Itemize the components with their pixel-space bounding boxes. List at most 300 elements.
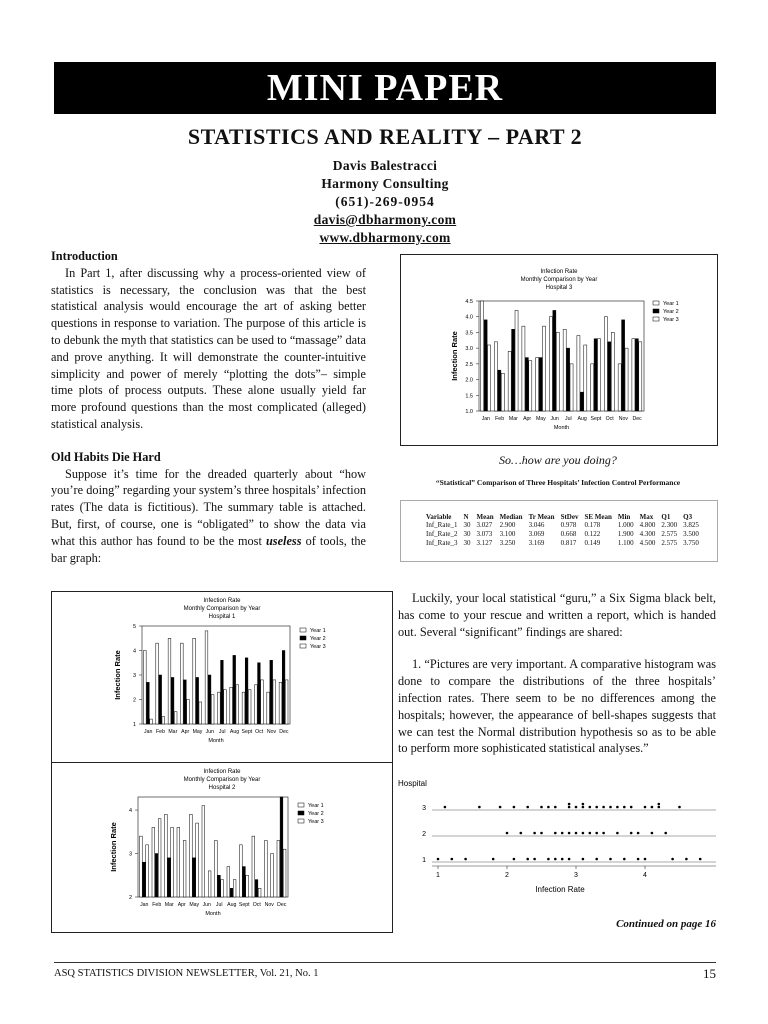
legend-label: Year 1 [308, 803, 324, 809]
chart-hospital-3 [400, 254, 718, 446]
dotplot-point [451, 858, 454, 861]
table-header-cell: SE Mean [584, 513, 612, 521]
bar [193, 858, 196, 897]
bar [522, 326, 525, 411]
x-tick-label: Dec [279, 729, 289, 735]
y-tick-label: 1.0 [465, 409, 473, 415]
dotplot-y-title: Hospital [398, 779, 427, 788]
bar [233, 655, 236, 724]
table-header-cell: Q1 [661, 513, 671, 521]
bar [285, 680, 288, 724]
dotplot-point [506, 832, 509, 835]
legend-label: Year 1 [310, 628, 326, 634]
dotplot-point [540, 832, 543, 835]
table-header-cell: Q3 [683, 513, 693, 521]
dotplot-point [464, 858, 467, 861]
dotplot-point [637, 832, 640, 835]
table-header-cell: Median [499, 513, 523, 521]
table-header-row [423, 513, 702, 521]
bar [218, 875, 221, 897]
legend-label: Year 3 [663, 317, 679, 323]
author-name: Davis Balestracci [332, 158, 438, 173]
dotplot-point [547, 806, 550, 809]
bar [265, 840, 268, 897]
bar [553, 310, 556, 411]
dotplot-point [533, 858, 536, 861]
table-cell: 30 [463, 521, 471, 529]
table-cell: Inf_Rate_2 [426, 530, 458, 538]
bar [165, 814, 168, 897]
table-cell: 2.575 [661, 530, 678, 538]
bar [190, 814, 193, 897]
bar [622, 320, 625, 411]
bar [639, 342, 642, 411]
table-cell: 2.575 [661, 539, 678, 547]
table-cell: 30 [463, 539, 471, 547]
dotplot-point [526, 858, 529, 861]
bar [150, 719, 153, 724]
x-tick-label: Nov [264, 902, 274, 908]
legend-swatch [298, 819, 304, 823]
dotplot-point [513, 806, 516, 809]
bar [261, 680, 264, 724]
table-header-cell: Min [617, 513, 631, 521]
old-habits-paragraph [51, 466, 366, 567]
bar [245, 658, 248, 724]
x-axis-label: Month [208, 738, 224, 744]
dotplot-point [589, 806, 592, 809]
legend-label: Year 3 [308, 819, 324, 825]
dotplot-x-tick: 2 [505, 872, 509, 879]
dotplot-point [582, 803, 585, 806]
legend-swatch [298, 803, 304, 807]
table-cell: 3.027 [476, 521, 493, 529]
dotplot-point [685, 858, 688, 861]
bar [240, 845, 243, 897]
dotplot-x-tick: 1 [436, 872, 440, 879]
dotplot-point [582, 832, 585, 835]
dotplot-point [609, 858, 612, 861]
dotplot-point [540, 806, 543, 809]
x-tick-label: Oct [255, 729, 264, 735]
dotplot-point [561, 858, 564, 861]
bar [529, 361, 532, 411]
bar [255, 880, 258, 897]
right-column [398, 590, 716, 757]
x-tick-label: May [535, 416, 546, 422]
legend-swatch [298, 811, 304, 815]
bar [208, 871, 211, 897]
legend-label: Year 2 [310, 636, 326, 642]
bar [227, 867, 230, 897]
bar [233, 880, 236, 897]
y-tick-label: 3 [128, 851, 132, 858]
bar [168, 638, 171, 724]
table-cell: 3.250 [499, 539, 516, 547]
table-cell: 2.300 [661, 521, 678, 529]
x-tick-label: Dec [277, 902, 287, 908]
bar [158, 819, 161, 897]
x-axis-label: Month [205, 911, 221, 917]
chart-title: Infection Rate [203, 769, 241, 775]
dotplot-point [658, 806, 661, 809]
table-cell: 3.100 [499, 530, 516, 538]
legend-label: Year 2 [663, 309, 679, 315]
x-tick-label: Oct [605, 416, 614, 422]
table-row [423, 539, 702, 548]
dotplot-point [609, 806, 612, 809]
author-website-link[interactable]: www.dbharmony.com [319, 230, 451, 245]
old-habits-text-a: Suppose it’s time for the dreaded quarterly about “how you’re doing” regarding your system’s three hospitals’ infection rates (The data is fictitious). The summary table is attached. But, first, of course, one is “obligated” to show the data via what this author has found to be the most [51, 466, 366, 548]
bar [156, 643, 159, 724]
x-tick-label: Apr [177, 902, 186, 908]
point-1-paragraph: 1. “Pictures are very important. A comparative histogram was done to compare the distributions of the three hospitals’ infection rates. There seem to be no differences among the hospitals; however, the appearance of bell-shapes suggests that we can test the Normal distribution hypothesis so as to be able to perform more sophisticated statistical analyses.” [398, 657, 716, 756]
x-tick-label: May [189, 902, 200, 908]
bar [168, 858, 171, 897]
left-column [51, 248, 366, 566]
table-cell: 0.122 [584, 530, 601, 538]
dotplot-point [568, 806, 571, 809]
x-tick-label: Jun [202, 902, 211, 908]
y-tick-label: 1 [132, 722, 136, 728]
bar [208, 675, 211, 724]
bar [224, 690, 227, 724]
bar [618, 364, 621, 411]
chart-title: Infection Rate [540, 269, 578, 275]
chart-subtitle-2: Hospital 1 [208, 614, 236, 620]
dotplot-point [568, 858, 571, 861]
intro-heading: Introduction [51, 249, 118, 263]
bar [501, 373, 504, 411]
y-axis-label: Infection Rate [450, 331, 459, 381]
dotplot-point [623, 858, 626, 861]
bar [282, 651, 285, 725]
bar [147, 682, 150, 724]
table-cell: 2.900 [499, 521, 516, 529]
y-tick-label: 2.0 [465, 377, 473, 384]
dotplot-point [561, 832, 564, 835]
dotplot-point [651, 806, 654, 809]
dotplot-point [547, 858, 550, 861]
author-company: Harmony Consulting [321, 176, 449, 191]
author-phone: (651)-269-0954 [335, 194, 435, 209]
x-tick-label: Jan [143, 729, 153, 735]
dotplot-point [568, 832, 571, 835]
bar [536, 358, 539, 411]
table-cell: 1.000 [617, 521, 634, 529]
table-body [423, 521, 702, 548]
bar [146, 845, 149, 897]
dotplot-point [575, 806, 578, 809]
y-tick-label: 2 [132, 697, 136, 704]
page-number: 15 [703, 966, 716, 981]
bar [598, 339, 601, 411]
bar [187, 700, 190, 725]
x-tick-label: Jul [565, 416, 572, 422]
legend-swatch [653, 301, 659, 305]
table-cell: Inf_Rate_1 [426, 521, 458, 529]
bar [230, 687, 233, 724]
dotplot-point [554, 832, 557, 835]
y-tick-label: 3.5 [465, 330, 473, 337]
bar-chart-hospital-3-svg [401, 255, 717, 445]
x-tick-label: Jan [481, 416, 491, 422]
dotplot-point [437, 858, 440, 861]
table-cell: 3.127 [476, 539, 493, 547]
footer-rule [54, 962, 716, 963]
legend-swatch [653, 317, 659, 321]
bar [508, 351, 511, 411]
bar [242, 692, 245, 724]
dotplot-point [658, 803, 661, 806]
y-tick-label: 2 [128, 895, 132, 901]
table-cell: 0.149 [584, 539, 601, 547]
dotplot-point [575, 832, 578, 835]
table-cell: 3.750 [683, 539, 699, 547]
stat-summary-table [400, 500, 718, 562]
dotplot-y-tick: 1 [422, 857, 426, 864]
x-tick-label: Feb [156, 729, 165, 735]
dotplot-x-tick: 3 [574, 872, 578, 879]
bar [488, 345, 491, 411]
bar [143, 862, 146, 897]
bar [211, 695, 214, 724]
x-tick-label: Jan [140, 902, 149, 908]
table-header-cell: StDev [560, 513, 579, 521]
chart-subtitle-2: Hospital 2 [208, 785, 236, 791]
x-tick-label: Jul [218, 729, 226, 735]
dotplot-x-title: Infection Rate [535, 885, 585, 894]
bar [594, 339, 597, 411]
x-tick-label: Mar [168, 729, 178, 735]
dotplot-point [630, 806, 633, 809]
author-email-link[interactable]: davis@dbharmony.com [313, 212, 457, 227]
table-cell: 30 [463, 530, 471, 538]
x-tick-label: Feb [152, 902, 162, 908]
continued-note: Continued on page 16 [616, 918, 716, 930]
chart-subtitle: Monthly Comparison by Year [183, 606, 261, 612]
bar [171, 677, 174, 724]
bar [267, 692, 270, 724]
table-cell: 4.800 [639, 521, 656, 529]
stat-table-title: “Statistical” Comparison of Three Hospitals’ Infection Control Performance [435, 478, 681, 487]
dotplot-point [568, 803, 571, 806]
bar [273, 680, 276, 724]
dotplot-point [664, 832, 667, 835]
table-header-cell: Mean [476, 513, 494, 521]
bar [484, 320, 487, 411]
table-cell: 4.300 [639, 530, 656, 538]
bar [563, 329, 566, 411]
x-tick-label: Sept [241, 729, 253, 735]
guru-paragraph: Luckily, your local statistical “guru,” a Six Sigma black belt, has come to your rescue and written a report, which is handed out. Several “significant” findings are shared: [398, 591, 716, 639]
so-how-caption: So…how are you doing? [499, 453, 617, 467]
y-axis-label: Infection Rate [113, 650, 122, 700]
dotplot-point [589, 832, 592, 835]
dotplot-point [582, 806, 585, 809]
table-cell: 1.900 [617, 530, 634, 538]
bar [180, 643, 183, 724]
bar [481, 301, 484, 411]
x-tick-label: Jul [215, 902, 223, 908]
table-cell: 3.500 [683, 530, 699, 538]
y-tick-label: 4.5 [465, 299, 473, 305]
x-axis-label: Month [553, 425, 570, 431]
bar [280, 797, 283, 897]
dotplot-point [478, 806, 481, 809]
dotplot-point [499, 806, 502, 809]
bar [283, 849, 286, 897]
bar [217, 692, 220, 724]
bar [512, 329, 515, 411]
x-tick-label: Aug [577, 416, 587, 422]
bar [549, 317, 552, 411]
bar [584, 345, 587, 411]
bar [171, 827, 174, 897]
x-tick-label: Feb [495, 416, 505, 422]
dotplot-point [595, 806, 598, 809]
y-axis-label: Infection Rate [109, 822, 118, 872]
bar [271, 854, 274, 897]
legend-swatch [300, 644, 306, 648]
bar [221, 660, 224, 724]
chart-stack-left [51, 591, 393, 933]
x-tick-label: Nov [266, 729, 277, 735]
table-cell: 3.069 [528, 530, 545, 538]
dotplot-point [520, 832, 523, 835]
author-block [54, 157, 716, 247]
dotplot-chart [398, 776, 716, 896]
bar [162, 717, 165, 724]
x-tick-label: Jun [205, 729, 215, 735]
chart-subtitle: Monthly Comparison by Year [520, 277, 598, 283]
dotplot-point [637, 858, 640, 861]
legend-swatch [300, 636, 306, 640]
bar [236, 685, 239, 724]
article-title: STATISTICS AND REALITY – PART 2 [187, 124, 583, 149]
x-tick-label: Apr [181, 729, 190, 735]
chart-subtitle: Monthly Comparison by Year [183, 777, 261, 783]
bar [543, 326, 546, 411]
bar [152, 827, 155, 897]
bar-chart-hospital-2-svg [52, 763, 392, 932]
bar [143, 651, 146, 725]
dotplot-point [554, 858, 557, 861]
dotplot-point [678, 806, 681, 809]
bar [196, 677, 199, 724]
old-habits-heading: Old Habits Die Hard [51, 449, 161, 464]
bar [494, 342, 497, 411]
dotplot-point [602, 832, 605, 835]
footer-newsletter: ASQ STATISTICS DIVISION NEWSLETTER, Vol. 21, No. 1 [54, 968, 319, 979]
y-tick-label: 1.5 [465, 393, 473, 400]
bar [270, 660, 273, 724]
dotplot-x-tick: 4 [643, 872, 647, 879]
dotplot-y-tick: 2 [422, 831, 426, 838]
y-tick-label: 4 [132, 648, 136, 655]
x-tick-label: Sept [238, 902, 250, 908]
table-row [423, 530, 702, 539]
bar [174, 712, 177, 724]
bar [202, 806, 205, 897]
y-tick-label: 2.5 [465, 361, 473, 368]
old-habits-emphasis: useless [265, 533, 302, 548]
x-tick-label: Mar [508, 416, 518, 422]
legend-swatch [300, 628, 306, 632]
bar [277, 840, 280, 897]
legend-swatch [653, 309, 659, 313]
x-tick-label: Sept [590, 416, 602, 422]
bar [193, 638, 196, 724]
bar [608, 342, 611, 411]
bar [248, 690, 251, 724]
bar [184, 680, 187, 724]
dotplot-point [554, 806, 557, 809]
bar [515, 310, 518, 411]
banner: MINI PAPER [54, 62, 716, 114]
bar [611, 332, 614, 411]
dotplot-point [699, 858, 702, 861]
legend-label: Year 3 [310, 644, 326, 650]
dotplot-point [533, 832, 536, 835]
bar [567, 348, 570, 411]
chart-subtitle-2: Hospital 3 [545, 285, 573, 291]
dotplot-point [623, 806, 626, 809]
bar [498, 370, 501, 411]
dotplot-point [644, 858, 647, 861]
table-cell: Inf_Rate_3 [426, 539, 458, 547]
x-tick-label: Nov [618, 416, 628, 422]
bar [604, 317, 607, 411]
x-tick-label: Aug [229, 729, 240, 735]
y-tick-label: 4 [128, 808, 132, 815]
dotplot-point [595, 832, 598, 835]
bar [221, 880, 224, 897]
bar-chart-hospital-1-svg [52, 592, 392, 762]
x-tick-label: Jun [550, 416, 559, 422]
dotplot-point [616, 832, 619, 835]
x-tick-label: Mar [164, 902, 174, 908]
dotplot-point [444, 806, 447, 809]
x-tick-label: Oct [252, 902, 261, 908]
bar [556, 332, 559, 411]
table-cell: 0.178 [584, 521, 601, 529]
bar [246, 875, 249, 897]
bar [215, 840, 218, 897]
table-cell: 3.073 [476, 530, 493, 538]
table-cell: 0.978 [560, 521, 577, 529]
y-tick-label: 3 [132, 673, 136, 679]
table-header-cell: Variable [426, 513, 452, 521]
bar [625, 348, 628, 411]
dotplot-point [671, 858, 674, 861]
bar [177, 827, 180, 897]
bar [279, 682, 282, 724]
table-cell: 0.668 [560, 530, 577, 538]
dotplot-point [582, 858, 585, 861]
bar [252, 836, 255, 897]
bar [196, 823, 199, 897]
bar [591, 364, 594, 411]
bar [580, 392, 583, 411]
table-header-cell: Max [639, 513, 654, 521]
table-cell: 3.046 [528, 521, 545, 529]
dotplot-point [526, 806, 529, 809]
table-cell: 0.817 [560, 539, 577, 547]
bar [140, 836, 143, 897]
bar [254, 685, 257, 724]
bar [258, 663, 261, 724]
